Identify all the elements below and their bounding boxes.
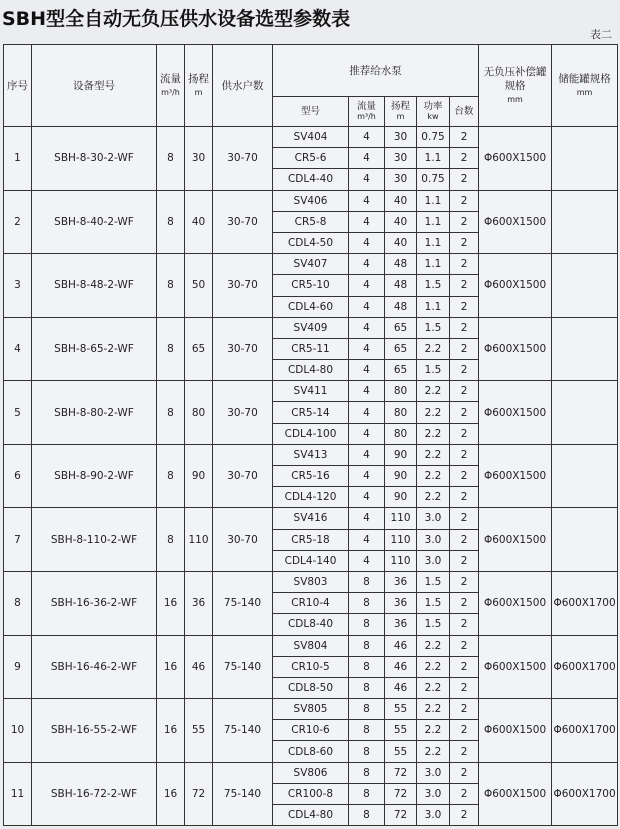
pump-power: 2.2 (417, 677, 450, 698)
pump-count: 2 (450, 550, 479, 571)
pump-model: SV416 (273, 508, 349, 529)
table-row (4, 699, 618, 720)
pump-model: CDL4-120 (273, 487, 349, 508)
pump-model: CR5-14 (273, 402, 349, 423)
pump-count: 2 (450, 360, 479, 381)
equipment-head: 80 (185, 381, 213, 445)
pump-flow: 8 (349, 805, 385, 826)
pump-head: 72 (385, 805, 417, 826)
pump-flow: 4 (349, 360, 385, 381)
equipment-model: SBH-8-30-2-WF (32, 127, 157, 191)
pump-count: 2 (450, 656, 479, 677)
row-number: 2 (4, 190, 32, 254)
households: 30-70 (213, 381, 273, 445)
equipment-model: SBH-8-40-2-WF (32, 190, 157, 254)
pump-head: 72 (385, 783, 417, 804)
pump-count: 2 (450, 677, 479, 698)
pump-count: 2 (450, 762, 479, 783)
pump-count: 2 (450, 487, 479, 508)
pump-flow: 4 (349, 444, 385, 465)
pump-head: 36 (385, 593, 417, 614)
pump-power: 2.2 (417, 402, 450, 423)
pump-power: 1.1 (417, 296, 450, 317)
pump-flow: 4 (349, 529, 385, 550)
pump-model: SV404 (273, 127, 349, 148)
pump-power: 2.2 (417, 487, 450, 508)
table-body (4, 127, 618, 826)
pump-head: 36 (385, 571, 417, 592)
pump-flow: 8 (349, 762, 385, 783)
pump-model: CR5-8 (273, 211, 349, 232)
equipment-head: 65 (185, 317, 213, 381)
pump-head: 36 (385, 614, 417, 635)
pump-head: 55 (385, 720, 417, 741)
pump-count: 2 (450, 741, 479, 762)
comp-tank-spec: Φ600X1500 (479, 127, 552, 191)
pump-model: CR5-6 (273, 148, 349, 169)
pump-model: SV407 (273, 254, 349, 275)
pump-head: 40 (385, 232, 417, 253)
equipment-head: 72 (185, 762, 213, 826)
comp-tank-spec: Φ600X1500 (479, 444, 552, 508)
households: 75-140 (213, 699, 273, 763)
table-row (4, 254, 618, 275)
pump-count: 2 (450, 783, 479, 804)
header-pump-power: 功率 kw (417, 97, 450, 127)
pump-flow: 8 (349, 593, 385, 614)
storage-tank-spec (552, 444, 618, 508)
pump-power: 0.75 (417, 169, 450, 190)
pump-head: 30 (385, 148, 417, 169)
pump-flow: 4 (349, 317, 385, 338)
pump-power: 2.2 (417, 338, 450, 359)
pump-flow: 4 (349, 254, 385, 275)
pump-flow: 4 (349, 127, 385, 148)
storage-tank-spec (552, 190, 618, 254)
row-number: 8 (4, 571, 32, 635)
pump-count: 2 (450, 699, 479, 720)
pump-flow: 4 (349, 487, 385, 508)
pump-power: 3.0 (417, 783, 450, 804)
pump-head: 65 (385, 338, 417, 359)
households: 75-140 (213, 635, 273, 699)
pump-power: 1.5 (417, 360, 450, 381)
pump-count: 2 (450, 805, 479, 826)
pump-count: 2 (450, 593, 479, 614)
pump-flow: 8 (349, 571, 385, 592)
pump-head: 90 (385, 444, 417, 465)
pump-flow: 4 (349, 296, 385, 317)
pump-model: SV804 (273, 635, 349, 656)
header-comp-tank: 无负压补偿罐规格 mm (479, 45, 552, 127)
equipment-flow: 8 (157, 508, 185, 572)
pump-model: CDL8-60 (273, 741, 349, 762)
pump-count: 2 (450, 571, 479, 592)
pump-flow: 8 (349, 783, 385, 804)
pump-flow: 4 (349, 423, 385, 444)
row-number: 10 (4, 699, 32, 763)
pump-power: 2.2 (417, 381, 450, 402)
comp-tank-spec: Φ600X1500 (479, 635, 552, 699)
comp-tank-spec: Φ600X1500 (479, 571, 552, 635)
storage-tank-spec: Φ600X1700 (552, 699, 618, 763)
table-row (4, 508, 618, 529)
storage-tank-spec: Φ600X1700 (552, 571, 618, 635)
pump-count: 2 (450, 148, 479, 169)
pump-model: CDL4-140 (273, 550, 349, 571)
pump-flow: 4 (349, 466, 385, 487)
households: 30-70 (213, 190, 273, 254)
storage-tank-spec: Φ600X1700 (552, 635, 618, 699)
comp-tank-spec: Φ600X1500 (479, 762, 552, 826)
pump-count: 2 (450, 381, 479, 402)
equipment-head: 30 (185, 127, 213, 191)
households: 75-140 (213, 571, 273, 635)
row-number: 4 (4, 317, 32, 381)
pump-count: 2 (450, 444, 479, 465)
pump-model: CR100-8 (273, 783, 349, 804)
pump-flow: 4 (349, 275, 385, 296)
pump-head: 90 (385, 487, 417, 508)
page-title: SBH型全自动无负压供水设备选型参数表 (2, 8, 351, 30)
header-flow: 流量 m³/h (157, 45, 185, 127)
pump-power: 2.2 (417, 656, 450, 677)
header-storage-tank: 储能罐规格 mm (552, 45, 618, 127)
pump-head: 30 (385, 127, 417, 148)
pump-power: 2.2 (417, 699, 450, 720)
pump-power: 3.0 (417, 508, 450, 529)
pump-model: CDL4-40 (273, 169, 349, 190)
pump-count: 2 (450, 254, 479, 275)
equipment-flow: 16 (157, 699, 185, 763)
pump-model: CR5-16 (273, 466, 349, 487)
pump-head: 48 (385, 254, 417, 275)
pump-power: 2.2 (417, 423, 450, 444)
pump-model: CR10-5 (273, 656, 349, 677)
pump-flow: 4 (349, 148, 385, 169)
selection-table (3, 44, 618, 826)
pump-flow: 4 (349, 169, 385, 190)
households: 75-140 (213, 762, 273, 826)
comp-tank-spec: Φ600X1500 (479, 699, 552, 763)
pump-count: 2 (450, 317, 479, 338)
pump-count: 2 (450, 423, 479, 444)
row-number: 5 (4, 381, 32, 445)
equipment-flow: 8 (157, 127, 185, 191)
pump-count: 2 (450, 169, 479, 190)
header-pump-flow: 流量 m³/h (349, 97, 385, 127)
equipment-flow: 8 (157, 444, 185, 508)
row-number: 11 (4, 762, 32, 826)
pump-model: CDL8-50 (273, 677, 349, 698)
pump-count: 2 (450, 614, 479, 635)
table-row (4, 317, 618, 338)
equipment-flow: 16 (157, 635, 185, 699)
storage-tank-spec (552, 317, 618, 381)
equipment-model: SBH-16-36-2-WF (32, 571, 157, 635)
households: 30-70 (213, 508, 273, 572)
pump-model: SV805 (273, 699, 349, 720)
pump-head: 46 (385, 656, 417, 677)
equipment-flow: 16 (157, 571, 185, 635)
storage-tank-spec (552, 381, 618, 445)
pump-power: 1.5 (417, 614, 450, 635)
pump-flow: 8 (349, 741, 385, 762)
header-pump-head: 扬程 m (385, 97, 417, 127)
pump-flow: 8 (349, 677, 385, 698)
row-number: 1 (4, 127, 32, 191)
table-row (4, 381, 618, 402)
storage-tank-spec (552, 254, 618, 318)
table-row (4, 190, 618, 211)
equipment-head: 36 (185, 571, 213, 635)
pump-head: 40 (385, 211, 417, 232)
pump-power: 3.0 (417, 805, 450, 826)
row-number: 3 (4, 254, 32, 318)
pump-power: 3.0 (417, 529, 450, 550)
pump-count: 2 (450, 211, 479, 232)
pump-count: 2 (450, 529, 479, 550)
comp-tank-spec: Φ600X1500 (479, 317, 552, 381)
pump-head: 80 (385, 402, 417, 423)
pump-model: SV411 (273, 381, 349, 402)
pump-count: 2 (450, 275, 479, 296)
header-pump-count: 台数 (450, 97, 479, 127)
pump-model: CDL8-40 (273, 614, 349, 635)
pump-power: 1.5 (417, 571, 450, 592)
equipment-head: 110 (185, 508, 213, 572)
pump-model: SV803 (273, 571, 349, 592)
pump-power: 2.2 (417, 635, 450, 656)
equipment-model: SBH-8-80-2-WF (32, 381, 157, 445)
equipment-head: 40 (185, 190, 213, 254)
pump-model: CR10-4 (273, 593, 349, 614)
pump-head: 55 (385, 699, 417, 720)
pump-head: 80 (385, 423, 417, 444)
table-tag: 表二 (590, 28, 612, 41)
pump-model: CDL4-50 (273, 232, 349, 253)
header-pumps: 推荐给水泵 (273, 45, 479, 97)
pump-count: 2 (450, 635, 479, 656)
pump-count: 2 (450, 720, 479, 741)
pump-head: 110 (385, 508, 417, 529)
pump-count: 2 (450, 190, 479, 211)
equipment-flow: 8 (157, 317, 185, 381)
pump-head: 30 (385, 169, 417, 190)
pump-flow: 8 (349, 656, 385, 677)
comp-tank-spec: Φ600X1500 (479, 381, 552, 445)
pump-flow: 8 (349, 720, 385, 741)
pump-flow: 4 (349, 211, 385, 232)
table-row (4, 127, 618, 148)
pump-head: 65 (385, 360, 417, 381)
equipment-head: 46 (185, 635, 213, 699)
pump-model: CR10-6 (273, 720, 349, 741)
pump-power: 2.2 (417, 741, 450, 762)
storage-tank-spec (552, 508, 618, 572)
pump-head: 80 (385, 381, 417, 402)
pump-flow: 4 (349, 550, 385, 571)
pump-count: 2 (450, 338, 479, 359)
households: 30-70 (213, 317, 273, 381)
pump-count: 2 (450, 296, 479, 317)
header-head: 扬程 m (185, 45, 213, 127)
pump-head: 48 (385, 296, 417, 317)
pump-head: 65 (385, 317, 417, 338)
pump-flow: 4 (349, 190, 385, 211)
pump-flow: 4 (349, 508, 385, 529)
equipment-head: 90 (185, 444, 213, 508)
pump-count: 2 (450, 508, 479, 529)
equipment-model: SBH-16-55-2-WF (32, 699, 157, 763)
households: 30-70 (213, 254, 273, 318)
pump-model: SV413 (273, 444, 349, 465)
equipment-model: SBH-8-110-2-WF (32, 508, 157, 572)
equipment-flow: 8 (157, 190, 185, 254)
pump-power: 1.1 (417, 232, 450, 253)
equipment-flow: 8 (157, 254, 185, 318)
pump-flow: 4 (349, 232, 385, 253)
pump-head: 110 (385, 550, 417, 571)
pump-count: 2 (450, 466, 479, 487)
table-row (4, 762, 618, 783)
storage-tank-spec: Φ600X1700 (552, 762, 618, 826)
pump-power: 1.1 (417, 254, 450, 275)
pump-power: 3.0 (417, 550, 450, 571)
equipment-model: SBH-16-46-2-WF (32, 635, 157, 699)
header-households: 供水户数 (213, 45, 273, 127)
pump-head: 40 (385, 190, 417, 211)
pump-head: 90 (385, 466, 417, 487)
equipment-model: SBH-8-48-2-WF (32, 254, 157, 318)
pump-power: 1.1 (417, 190, 450, 211)
pump-power: 1.5 (417, 593, 450, 614)
header-seq: 序号 (4, 45, 32, 127)
pump-power: 1.5 (417, 275, 450, 296)
equipment-model: SBH-8-90-2-WF (32, 444, 157, 508)
pump-flow: 8 (349, 699, 385, 720)
pump-power: 0.75 (417, 127, 450, 148)
pump-model: CDL4-100 (273, 423, 349, 444)
pump-head: 72 (385, 762, 417, 783)
table-row (4, 635, 618, 656)
equipment-model: SBH-16-72-2-WF (32, 762, 157, 826)
equipment-flow: 8 (157, 381, 185, 445)
pump-power: 1.1 (417, 211, 450, 232)
comp-tank-spec: Φ600X1500 (479, 190, 552, 254)
households: 30-70 (213, 127, 273, 191)
pump-count: 2 (450, 232, 479, 253)
pump-head: 110 (385, 529, 417, 550)
pump-model: SV406 (273, 190, 349, 211)
storage-tank-spec (552, 127, 618, 191)
pump-power: 3.0 (417, 762, 450, 783)
pump-model: CDL4-60 (273, 296, 349, 317)
pump-flow: 8 (349, 635, 385, 656)
pump-model: CR5-10 (273, 275, 349, 296)
pump-head: 46 (385, 677, 417, 698)
row-number: 6 (4, 444, 32, 508)
table-row (4, 571, 618, 592)
equipment-model: SBH-8-65-2-WF (32, 317, 157, 381)
pump-flow: 4 (349, 338, 385, 359)
row-number: 7 (4, 508, 32, 572)
table-row (4, 444, 618, 465)
pump-power: 2.2 (417, 720, 450, 741)
header-pump-model: 型号 (273, 97, 349, 127)
pump-model: CDL4-80 (273, 805, 349, 826)
pump-count: 2 (450, 402, 479, 423)
pump-model: CDL4-80 (273, 360, 349, 381)
pump-model: SV806 (273, 762, 349, 783)
pump-power: 2.2 (417, 466, 450, 487)
pump-count: 2 (450, 127, 479, 148)
pump-flow: 8 (349, 614, 385, 635)
pump-power: 1.5 (417, 317, 450, 338)
equipment-flow: 16 (157, 762, 185, 826)
pump-head: 46 (385, 635, 417, 656)
row-number: 9 (4, 635, 32, 699)
pump-power: 1.1 (417, 148, 450, 169)
pump-model: CR5-11 (273, 338, 349, 359)
equipment-head: 50 (185, 254, 213, 318)
pump-head: 55 (385, 741, 417, 762)
pump-flow: 4 (349, 402, 385, 423)
header-model: 设备型号 (32, 45, 157, 127)
comp-tank-spec: Φ600X1500 (479, 508, 552, 572)
households: 30-70 (213, 444, 273, 508)
comp-tank-spec: Φ600X1500 (479, 254, 552, 318)
pump-power: 2.2 (417, 444, 450, 465)
pump-model: CR5-18 (273, 529, 349, 550)
equipment-head: 55 (185, 699, 213, 763)
pump-head: 48 (385, 275, 417, 296)
pump-model: SV409 (273, 317, 349, 338)
pump-flow: 4 (349, 381, 385, 402)
